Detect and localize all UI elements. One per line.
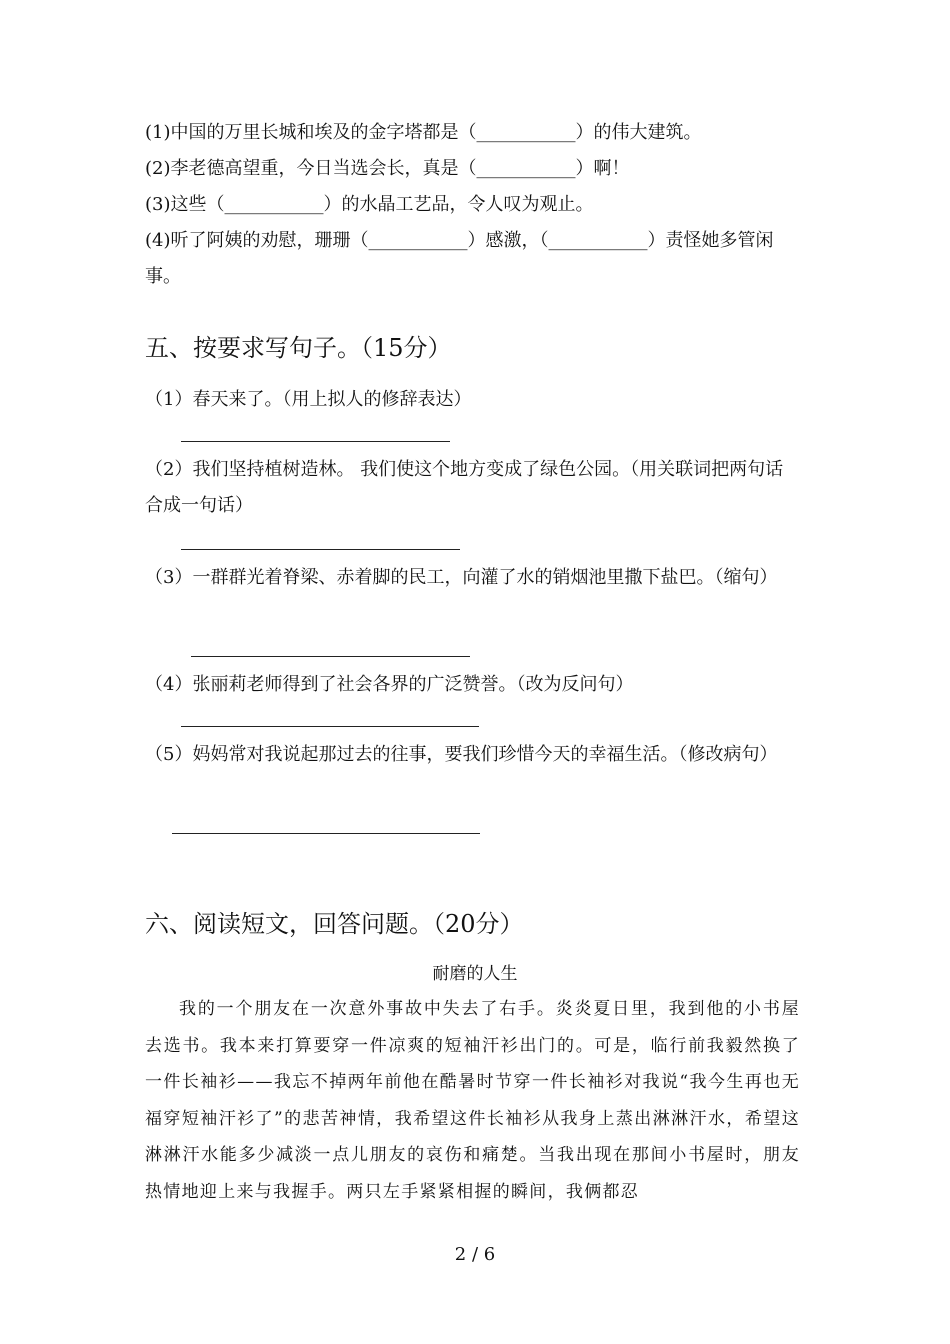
sentence-task-2: （2）我们坚持植树造林。 我们使这个地方变成了绿色公园。（用关联词把两句话合成一句话） — [145, 459, 784, 516]
fill-in-item-2: (2)李老德高望重，今日当选会长，真是（___________）啊！ — [145, 158, 630, 179]
article-paragraph: 我的一个朋友在一次意外事故中失去了右手。炎炎夏日里，我到他的小书屋去选书。我本来打算要穿一件凉爽的短袖汗衫出门的。可是，临行前我毅然换了一件长袖衫——我忘不掉两年前他在酷暑时节穿一件长袖衫对我说“我今生再也无福穿短袖汗衫了”的悲苦神情，我希望这件长袖衫从我身上蒸出淋淋汗水，希望这淋淋汗水能多少减淡一点儿朋友的哀伤和痛楚。当我出现在那间小书屋时，朋友热情地迎上来与我握手。两只左手紧紧相握的瞬间，我俩都忍 — [145, 999, 800, 1202]
answer-line-3[interactable] — [191, 656, 470, 657]
section-6-heading: 六、阅读短文，回答问题。（20分） — [145, 910, 524, 938]
answer-line-2[interactable] — [181, 549, 460, 550]
sentence-task-1: （1）春天来了。（用上拟人的修辞表达） — [145, 389, 472, 410]
answer-line-5[interactable] — [172, 833, 480, 834]
sentence-task-4: （4）张丽莉老师得到了社会各界的广泛赞誉。（改为反问句） — [145, 674, 634, 695]
sentence-task-3: （3）一群群光着脊梁、赤着脚的民工，向灌了水的销烟池里撒下盐巴。（缩句） — [145, 567, 778, 588]
answer-line-4[interactable] — [181, 726, 479, 727]
fill-in-item-3: (3)这些（___________）的水晶工艺品，令人叹为观止。 — [145, 194, 594, 215]
fill-in-item-1: (1)中国的万里长城和埃及的金字塔都是（___________）的伟大建筑。 — [145, 122, 702, 143]
fill-in-item-4: (4)听了阿姨的劝慰，珊珊（___________）感激，（___________）责怪她多管闲事。 — [145, 230, 774, 287]
sentence-task-5: （5）妈妈常对我说起那过去的往事，要我们珍惜今天的幸福生活。（修改病句） — [145, 744, 778, 765]
answer-line-1[interactable] — [181, 441, 450, 442]
article-title: 耐磨的人生 — [432, 964, 518, 984]
section-5-heading: 五、按要求写句子。（15分） — [145, 334, 452, 362]
page-number: 2 / 6 — [454, 1244, 496, 1265]
